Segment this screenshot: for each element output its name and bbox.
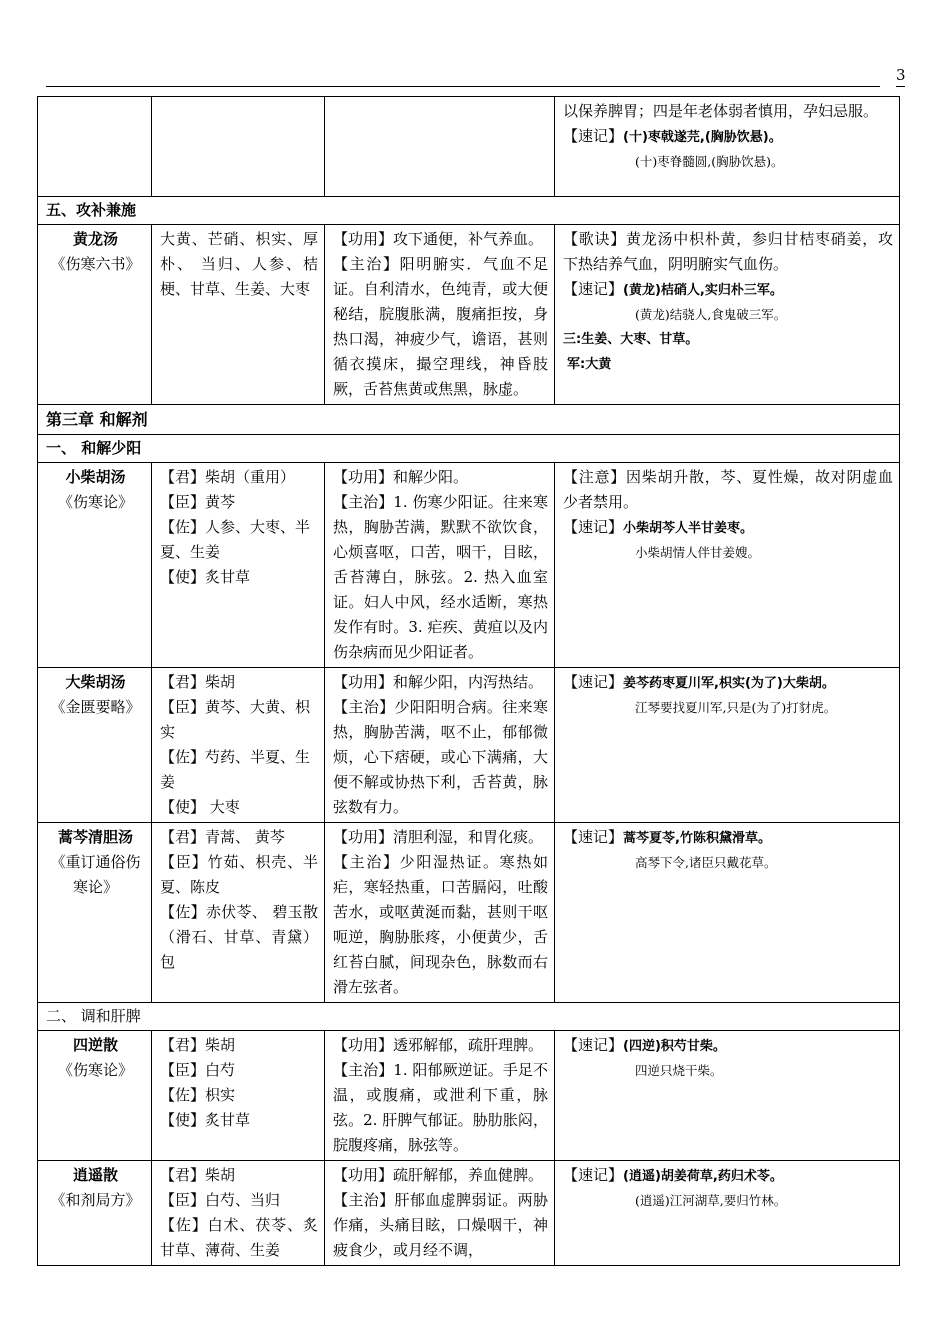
formula-name-cell	[38, 225, 152, 405]
memo-mnemonic: (十)枣脊髓圆,(胸胁饮悬)。	[635, 154, 784, 169]
func-text: 透邪解郁，疏肝理脾。	[393, 1036, 544, 1054]
formula-name-cell	[38, 463, 152, 668]
herb-line: 【臣】白芍、当归	[160, 1191, 281, 1209]
main-text: 少阳阳明合病。往来寒热，胸胁苦满，呕不止，郁郁微烦，心下痞硬，或心下满痛，大便不解或协热下利，舌苔黄，脉弦数有力。	[333, 698, 548, 816]
memo-label: 【速记】	[563, 828, 624, 846]
memo-label: 【速记】	[563, 1036, 624, 1054]
section-row	[38, 435, 900, 463]
section-title: 一、 和解少阳	[38, 435, 900, 463]
notes-cell	[555, 225, 900, 405]
memo-label: 【速记】	[563, 673, 624, 691]
herb-line: 【佐】芍药、半夏、生姜	[160, 748, 311, 791]
table-row	[38, 1161, 900, 1266]
herb-line: 【臣】黄芩、大黄、枳实	[160, 698, 311, 741]
formula-source: 《重订通俗伤寒论》	[50, 853, 141, 896]
func-text: 和解少阳，内泻热结。	[393, 673, 544, 691]
formula-source: 《伤寒论》	[57, 493, 133, 511]
table-row	[38, 463, 900, 668]
function-cell	[325, 463, 555, 668]
formula-name: 大柴胡汤	[65, 673, 126, 691]
note-label: 【注意】	[563, 468, 626, 486]
chapter-title: 第三章 和解剂	[38, 405, 900, 435]
herb-line: 【佐】人参、大枣、半夏、生姜	[160, 518, 311, 561]
notes-cell	[555, 463, 900, 668]
memo-mnemonic: 四逆只烧干柴。	[635, 1063, 723, 1078]
herb-line: 【臣】黄芩	[160, 493, 236, 511]
memo-text: (十)枣戟遂芫,(胸胁饮悬)。	[623, 130, 782, 145]
memo-text: 小柴胡芩人半甘姜枣。	[623, 521, 754, 536]
section-row	[38, 197, 900, 225]
formula-name-cell	[38, 1031, 152, 1161]
table-row	[38, 668, 900, 823]
herb-line: 【君】柴胡	[160, 1166, 236, 1184]
function-cell	[325, 1031, 555, 1161]
notes-cell	[555, 1031, 900, 1161]
herbs-cell	[152, 463, 325, 668]
section-title: 五、攻补兼施	[38, 197, 900, 225]
formula-source: 《和剂局方》	[50, 1191, 141, 1209]
herb-line: 【佐】赤伏苓、 碧玉散（滑石、甘草、青黛）包	[160, 903, 318, 971]
memo-text: (四逆)积芍甘柴。	[623, 1039, 726, 1054]
herb-line: 【君】柴胡	[160, 1036, 236, 1054]
section-row	[38, 1003, 900, 1031]
formula-table	[37, 96, 900, 1266]
main-label: 【主治】	[333, 853, 400, 871]
formula-name: 逍遥散	[72, 1166, 118, 1184]
song-text: 黄龙汤中枳朴黄，参归甘桔枣硝姜，攻下热结养气血，阴明腑实气血伤。	[563, 230, 893, 273]
func-text: 疏肝解郁，养血健脾。	[393, 1166, 544, 1184]
main-text: 1. 伤寒少阳证。往来寒热，胸胁苦满，默默不欲饮食，心烦喜呕，口苦，咽干，目眩，舌苔薄白，脉弦。2. 热入血室证。妇人中风，经水适断，寒热发作有时。3. 疟疾、黄疸以及内伤杂病而见少阳证者。	[333, 493, 548, 661]
empty-cell	[325, 97, 555, 197]
herb-line: 【君】柴胡（重用）	[160, 468, 296, 486]
memo-label: 【速记】	[563, 127, 624, 145]
herb-line: 【臣】白芍	[160, 1061, 236, 1079]
main-text: 阳明腑实．气血不足证。自利清水，色纯青，或大便秘结，脘腹胀满，腹痛拒按，身热口渴，神疲少气，谵语，甚则循衣摸床，撮空理线，神昏肢厥，舌苔焦黄或焦黑，脉虚。	[333, 255, 548, 398]
table-row	[38, 97, 900, 197]
func-text: 攻下通便，补气养血。	[393, 230, 544, 248]
notes-cell	[555, 1161, 900, 1266]
memo-text: 姜芩药枣夏川军,枳实(为了)大柴胡。	[623, 676, 835, 691]
empty-cell	[152, 97, 325, 197]
formula-source: 《金匮要略》	[50, 698, 141, 716]
formula-name: 四逆散	[72, 1036, 118, 1054]
continued-note: 以保养脾胃；四是年老体弱者慎用，孕妇忌服。	[563, 102, 879, 120]
memo-text: (逍遥)胡姜荷草,药归术苓。	[623, 1169, 783, 1184]
herb-line: 【佐】白术、茯苓、炙甘草、薄荷、生姜	[160, 1216, 318, 1259]
func-label: 【功用】	[333, 1166, 394, 1184]
empty-cell	[38, 97, 152, 197]
herbs-cell	[152, 1031, 325, 1161]
formula-name-cell	[38, 668, 152, 823]
main-text: 肝郁血虚脾弱证。两胁作痛，头痛目眩，口燥咽干，神疲食少，或月经不调，	[333, 1191, 548, 1259]
main-label: 【主治】	[333, 1061, 394, 1079]
func-label: 【功用】	[333, 1036, 394, 1054]
memo-mnemonic: 高琴下令,诸臣只戴花草。	[635, 855, 777, 870]
function-cell	[325, 1161, 555, 1266]
func-label: 【功用】	[333, 673, 394, 691]
herb-line: 【使】炙甘草	[160, 568, 251, 586]
main-label: 【主治】	[333, 698, 395, 716]
herbs-cell	[152, 823, 325, 1003]
memo-label: 【速记】	[563, 1166, 624, 1184]
formula-source: 《伤寒六书》	[50, 255, 141, 273]
herb-line: 【君】柴胡	[160, 673, 236, 691]
memo-extra: 军:大黄	[567, 357, 612, 372]
memo-label: 【速记】	[563, 280, 624, 298]
main-label: 【主治】	[333, 1191, 395, 1209]
func-label: 【功用】	[333, 468, 394, 486]
function-cell	[325, 668, 555, 823]
notes-cell	[555, 668, 900, 823]
herb-line: 【君】青蒿、 黄芩	[160, 828, 285, 846]
main-text: 少阳湿热证。寒热如疟，寒轻热重，口苦膈闷，吐酸苦水，或呕黄涎而黏，甚则干呕呃逆，胸胁胀疼，小便黄少，舌红苔白腻，间现杂色，脉数而右滑左弦者。	[333, 853, 548, 996]
func-text: 和解少阳。	[393, 468, 469, 486]
func-label: 【功用】	[333, 828, 394, 846]
memo-text: (黄龙)桔硝人,实归朴三军。	[623, 283, 783, 298]
header-rule	[46, 86, 880, 87]
memo-extra: 三:生姜、大枣、甘草。	[563, 332, 699, 347]
song-label: 【歌诀】	[563, 230, 626, 248]
memo-mnemonic: 江琴要找夏川军,只是(为了)打豺虎。	[635, 700, 837, 715]
herb-line: 【使】炙甘草	[160, 1111, 251, 1129]
herbs-cell	[152, 1161, 325, 1266]
memo-label: 【速记】	[563, 518, 624, 536]
function-cell	[325, 225, 555, 405]
notes-cell	[555, 97, 900, 197]
herbs-cell: 大黄、芒硝、枳实、厚朴、 当归、人参、桔梗、甘草、生姜、大枣	[152, 225, 325, 405]
func-text: 清胆利湿，和胃化痰。	[393, 828, 544, 846]
memo-mnemonic: 小柴胡情人伴甘姜嫂。	[635, 545, 761, 560]
main-label: 【主治】	[333, 493, 394, 511]
notes-cell	[555, 823, 900, 1003]
formula-name-cell	[38, 823, 152, 1003]
herbs-cell	[152, 668, 325, 823]
function-cell	[325, 823, 555, 1003]
memo-mnemonic: (黄龙)结骁人,食鬼破三军。	[635, 307, 787, 322]
func-label: 【功用】	[333, 230, 394, 248]
table-row	[38, 225, 900, 405]
main-text: 1. 阳郁厥逆证。手足不温，或腹痛，或泄利下重，脉弦。2. 肝脾气郁证。胁肋胀闷，脘腹疼痛，脉弦等。	[333, 1061, 548, 1154]
formula-name: 黄龙汤	[72, 230, 118, 248]
memo-text: 蒿芩夏苓,竹陈积黛滑草。	[623, 831, 771, 846]
page-number: 3	[896, 66, 906, 84]
memo-mnemonic: (逍遥)江河湖草,要归竹林。	[635, 1193, 787, 1208]
formula-name: 小柴胡汤	[65, 468, 126, 486]
table-row	[38, 1031, 900, 1161]
formula-source: 《伤寒论》	[57, 1061, 133, 1079]
herb-line: 【使】 大枣	[160, 798, 240, 816]
main-label: 【主治】	[333, 255, 400, 273]
formula-name-cell	[38, 1161, 152, 1266]
herb-line: 【臣】竹茹、枳壳、半夏、陈皮	[160, 853, 318, 896]
table-row	[38, 823, 900, 1003]
herb-line: 【佐】枳实	[160, 1086, 236, 1104]
chapter-row	[38, 405, 900, 435]
section-title: 二、 调和肝脾	[38, 1003, 900, 1031]
formula-name: 蒿芩清胆汤	[57, 828, 133, 846]
page-number-underline	[896, 86, 905, 87]
note-text: 因柴胡升散，芩、夏性燥，故对阴虚血少者禁用。	[563, 468, 893, 511]
